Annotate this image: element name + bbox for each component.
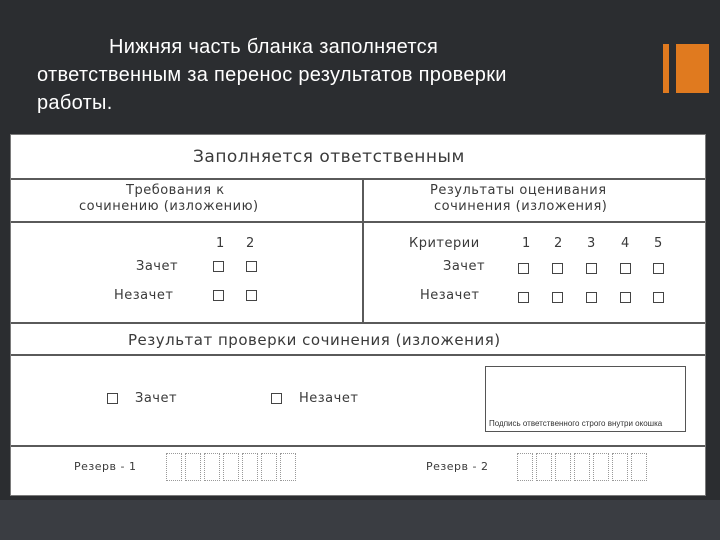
right-pass-label: Зачет [443, 259, 486, 274]
left-header-line-2: сочинению (изложению) [79, 199, 259, 214]
result-fail-checkbox [271, 393, 282, 404]
reserve-cell [555, 453, 571, 481]
reserve-cell [261, 453, 277, 481]
accent-bar [663, 44, 669, 93]
divider [11, 445, 705, 447]
heading-line-1: Нижняя часть бланка заполняется [109, 36, 439, 58]
heading-line-3: работы. [37, 92, 113, 114]
slide-heading [37, 33, 677, 117]
reserve-cell [517, 453, 533, 481]
divider [11, 221, 705, 223]
right-col-2: 2 [554, 236, 563, 251]
reserve-1-label: Резерв - 1 [74, 460, 137, 473]
left-col-1: 1 [216, 236, 225, 251]
accent-square [676, 44, 709, 93]
reserve-cell [242, 453, 258, 481]
right-header-line-2: сочинения (изложения) [434, 199, 608, 214]
left-pass-checkbox-2 [246, 261, 257, 272]
result-pass-checkbox [107, 393, 118, 404]
divider [11, 322, 705, 324]
right-col-1: 1 [522, 236, 531, 251]
heading-line-2: ответственным за перенос результатов проверки [37, 64, 507, 86]
right-fail-label: Незачет [420, 288, 480, 303]
left-fail-checkbox-2 [246, 290, 257, 301]
right-header-line-1: Результаты оценивания [430, 183, 607, 198]
reserve-cell [536, 453, 552, 481]
reserve-cell [280, 453, 296, 481]
right-pass-checkbox-4 [620, 263, 631, 274]
divider [11, 178, 705, 180]
reserve-2-cells [517, 453, 650, 481]
left-col-2: 2 [246, 236, 255, 251]
form-title: Заполняется ответственным [193, 147, 465, 167]
column-divider [362, 178, 364, 323]
result-title: Результат проверки сочинения (изложения) [128, 331, 501, 349]
reserve-cell [612, 453, 628, 481]
right-fail-checkbox-2 [552, 292, 563, 303]
left-fail-label: Незачет [114, 288, 174, 303]
right-pass-checkbox-5 [653, 263, 664, 274]
reserve-cell [574, 453, 590, 481]
left-pass-label: Зачет [136, 259, 179, 274]
signature-label: Подпись ответственного строго внутри окошка [489, 419, 663, 428]
reserve-cell [166, 453, 182, 481]
reserve-cell [631, 453, 647, 481]
right-pass-checkbox-1 [518, 263, 529, 274]
right-col-4: 4 [621, 236, 630, 251]
right-col-5: 5 [654, 236, 663, 251]
right-fail-checkbox-5 [653, 292, 664, 303]
divider [11, 354, 705, 356]
criteria-label: Критерии [409, 236, 480, 251]
right-pass-checkbox-3 [586, 263, 597, 274]
form-image [10, 134, 706, 496]
reserve-cell [223, 453, 239, 481]
bottom-band [0, 500, 720, 540]
signature-box [485, 366, 686, 432]
result-pass-label: Зачет [135, 391, 178, 406]
right-fail-checkbox-3 [586, 292, 597, 303]
left-pass-checkbox-1 [213, 261, 224, 272]
right-fail-checkbox-1 [518, 292, 529, 303]
result-fail-label: Незачет [299, 391, 359, 406]
reserve-cell [185, 453, 201, 481]
right-fail-checkbox-4 [620, 292, 631, 303]
right-col-3: 3 [587, 236, 596, 251]
reserve-cell [593, 453, 609, 481]
reserve-cell [204, 453, 220, 481]
reserve-2-label: Резерв - 2 [426, 460, 489, 473]
reserve-1-cells [166, 453, 299, 481]
left-header-line-1: Требования к [126, 183, 225, 198]
right-pass-checkbox-2 [552, 263, 563, 274]
left-fail-checkbox-1 [213, 290, 224, 301]
